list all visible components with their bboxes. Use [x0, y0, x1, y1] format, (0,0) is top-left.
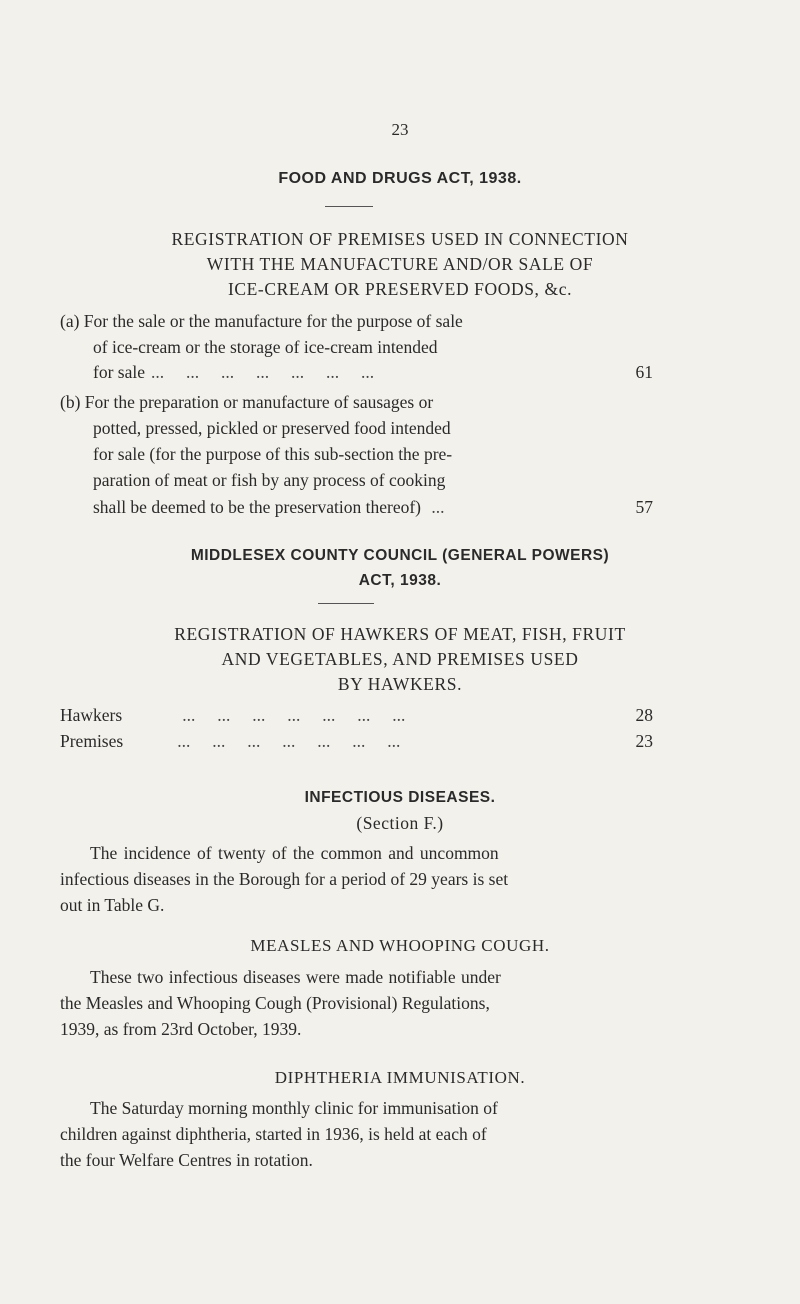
item-a-leader-row [93, 362, 653, 383]
item-a-line: of ice-cream or the storage of ice-cream intended [93, 337, 438, 357]
measles-paragraph-line: These two infectious diseases were made notifiable under [90, 967, 501, 987]
food-drugs-subheading-line: REGISTRATION OF PREMISES USED IN CONNECTION [171, 229, 629, 249]
hawkers-label: Hawkers [60, 705, 123, 725]
infectious-paragraph-line: The incidence of twenty of the common and uncommon [90, 843, 499, 863]
item-a-value: 61 [635, 362, 653, 382]
hawkers-row [60, 705, 653, 726]
diphtheria-paragraph-line: The Saturday morning monthly clinic for immunisation of [90, 1098, 498, 1118]
food-drugs-heading: FOOD AND DRUGS ACT, 1938. [278, 170, 522, 187]
measles-paragraph-line: 1939, as from 23rd October, 1939. [60, 1019, 302, 1039]
infectious-heading: INFECTIOUS DISEASES. [304, 789, 496, 806]
diphtheria-paragraph-line: the four Welfare Centres in rotation. [60, 1150, 313, 1170]
hawkers-value: 28 [635, 705, 653, 725]
item-b-line: (b) For the preparation or manufacture of sausages or [60, 392, 434, 412]
item-a-line: (a) For the sale or the manufacture for the purpose of sale [60, 311, 463, 331]
middlesex-heading-line: MIDDLESEX COUNTY COUNCIL (GENERAL POWERS) [190, 547, 610, 564]
dot-leader: ... ... ... ... ... ... ... [177, 731, 401, 751]
section-divider [325, 206, 373, 207]
measles-heading: MEASLES AND WHOOPING COUGH. [250, 936, 550, 955]
item-b-value: 57 [635, 497, 653, 517]
premises-label: Premises [60, 731, 124, 751]
dot-leader: ... ... ... ... ... ... ... [182, 705, 406, 725]
section-divider [318, 603, 374, 604]
item-b-line: for sale (for the purpose of this sub-section the pre- [93, 444, 453, 464]
item-b-leader-row [93, 497, 653, 518]
food-drugs-subheading-line: WITH THE MANUFACTURE AND/OR SALE OF [206, 254, 594, 274]
infectious-paragraph-line: infectious diseases in the Borough for a period of 29 years is set [60, 869, 509, 889]
middlesex-subheading-line: REGISTRATION OF HAWKERS OF MEAT, FISH, FRUIT [174, 624, 626, 644]
measles-paragraph-line: the Measles and Whooping Cough (Provisional) Regulations, [60, 993, 490, 1013]
page-number: 23 [391, 120, 409, 139]
infectious-section-ref: (Section F.) [356, 813, 444, 833]
item-b-line: potted, pressed, pickled or preserved food intended [93, 418, 451, 438]
infectious-paragraph-line: out in Table G. [60, 895, 165, 915]
premises-row [60, 731, 653, 752]
food-drugs-subheading-line: ICE-CREAM OR PRESERVED FOODS, &c. [227, 279, 573, 299]
item-a-label: for sale [93, 362, 145, 382]
middlesex-subheading-line: BY HAWKERS. [337, 674, 463, 694]
diphtheria-heading: DIPHTHERIA IMMUNISATION. [274, 1068, 526, 1087]
item-b-label: shall be deemed to be the preservation thereof) [93, 497, 421, 517]
middlesex-heading-line: ACT, 1938. [358, 572, 442, 589]
dot-leader: ... [427, 497, 445, 517]
middlesex-subheading-line: AND VEGETABLES, AND PREMISES USED [221, 649, 579, 669]
diphtheria-paragraph-line: children against diphtheria, started in 1936, is held at each of [60, 1124, 487, 1144]
dot-leader: ... ... ... ... ... ... ... [151, 362, 375, 382]
item-b-line: paration of meat or fish by any process of cooking [93, 470, 446, 490]
premises-value: 23 [635, 731, 653, 751]
